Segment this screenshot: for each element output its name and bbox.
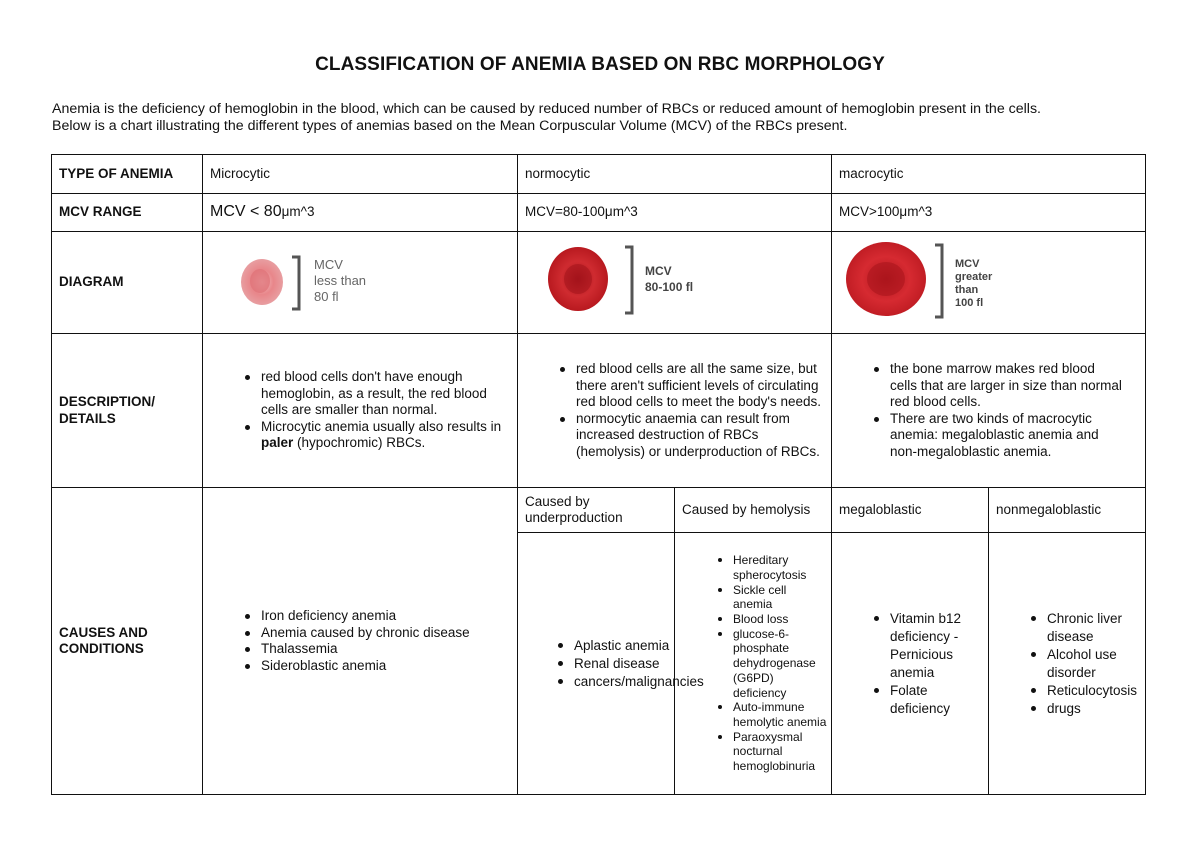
- label-diagram: DIAGRAM: [52, 232, 203, 334]
- row-description: [52, 334, 1146, 488]
- label-description: [52, 334, 203, 488]
- causes-hemolysis-list: [711, 553, 827, 774]
- list-item: Aplastic anemia: [574, 637, 670, 653]
- diagram-macro-line3: than: [955, 283, 979, 296]
- diagram-micro-line2: less than: [314, 272, 367, 288]
- subhead-underproduction: Caused by underproduction: [518, 488, 675, 533]
- diagram-microcytic: [203, 232, 518, 334]
- diagram-micro-line1: MCV: [314, 256, 343, 272]
- list-item: the bone marrow makes red blood cells that are larger in size than normal red blood cells.: [890, 361, 1125, 411]
- list-item: Reticulocytosis: [1047, 682, 1138, 698]
- row-mcv: [52, 194, 1146, 232]
- causes-underproduction: [518, 533, 704, 795]
- label-causes-line1: CAUSES AND: [59, 624, 148, 640]
- bracket-icon: [935, 245, 942, 317]
- page-title: CLASSIFICATION OF ANEMIA BASED ON RBC MORPHOLOGY: [315, 54, 885, 75]
- subhead-hemolysis: Caused by hemolysis: [675, 488, 832, 533]
- list-item: Iron deficiency anemia: [261, 608, 510, 625]
- mcv-normocytic: MCV=80-100μm^3: [518, 194, 832, 232]
- label-causes-line2: CONDITIONS: [59, 641, 144, 656]
- list-item: Sickle cell anemia: [733, 583, 827, 612]
- diagram-normocytic: [518, 232, 832, 334]
- list-item: cancers/malignancies: [574, 673, 704, 689]
- causes-underproduction-list: [552, 637, 704, 691]
- diagram-macro-line4: 100 fl: [955, 296, 984, 309]
- subhead-nonmegaloblastic: nonmegaloblastic: [989, 488, 1146, 533]
- list-item: Anemia caused by chronic disease: [261, 625, 510, 642]
- causes-hemolysis: [675, 533, 832, 795]
- mcv-micro-unit: μm^3: [281, 204, 315, 220]
- list-item: normocytic anaemia can result from increased destruction of RBCs (hemolysis) or underproduction of RBCs.: [576, 411, 823, 461]
- diagram-macro-line1: MCV: [955, 257, 980, 270]
- list-item: Renal disease: [574, 655, 670, 673]
- description-normocytic: [518, 334, 832, 488]
- list-item: Hereditary spherocytosis: [733, 553, 827, 582]
- intro-paragraph: [52, 101, 1162, 135]
- subhead-megaloblastic: megaloblastic: [832, 488, 989, 533]
- list-item: Blood loss: [733, 612, 827, 627]
- list-item: Paraoxysmal nocturnal hemoglobinuria: [733, 730, 827, 774]
- list-item: Auto-immune hemolytic anemia: [733, 700, 827, 729]
- mcv-micro-main: MCV < 80: [210, 203, 282, 221]
- mcv-macrocytic: MCV>100μm^3: [832, 194, 1146, 232]
- diagram-macrocytic: [832, 232, 1146, 334]
- row-type: [52, 155, 1146, 194]
- macrocytic-cell-figure: [839, 235, 1139, 331]
- label-mcv: MCV RANGE: [52, 194, 203, 232]
- description-microcytic: [203, 334, 518, 488]
- causes-megaloblastic: [832, 533, 989, 795]
- bracket-icon: [292, 257, 299, 309]
- list-item: glucose-6-phosphate dehydrogenase (G6PD) deficiency: [733, 627, 827, 701]
- microcytic-cell-figure: [210, 235, 510, 331]
- description-macro-list: [868, 361, 1125, 460]
- diagram-normo-line2: 80-100 fl: [645, 279, 694, 294]
- intro-line-1: Anemia is the deficiency of hemoglobin in the blood, which can be caused by reduced number of RBCs or reduced amount of hemoglobin present in the cells.: [52, 101, 1041, 117]
- diagram-macro-line2: greater: [955, 270, 993, 283]
- description-normo-list: [554, 361, 823, 460]
- list-item: Microcytic anemia usually also results in paler (hypochromic) RBCs.: [261, 418, 502, 451]
- label-description-line2: DETAILS: [59, 410, 116, 426]
- normocytic-cell-figure: [525, 235, 825, 331]
- label-causes: [52, 488, 203, 795]
- description-macrocytic: [832, 334, 1146, 488]
- list-item: Thalassemia: [261, 641, 510, 658]
- diagram-normo-line1: MCV: [645, 263, 672, 278]
- mcv-microcytic: [203, 194, 518, 232]
- list-item: red blood cells don't have enough hemoglobin, as a result, the red blood cells are smaller than normal.: [261, 369, 503, 419]
- label-description-line1: DESCRIPTION/: [59, 394, 156, 409]
- list-item: red blood cells are all the same size, but there aren't sufficient levels of circulating red blood cells to meet the body's needs.: [576, 361, 823, 411]
- anemia-classification-table: [51, 154, 1146, 795]
- type-macrocytic: macrocytic: [832, 155, 1146, 194]
- description-micro-list: [239, 369, 503, 452]
- causes-microcytic: [203, 488, 518, 795]
- row-diagram: [52, 232, 1146, 334]
- causes-nonmegaloblastic: [989, 533, 1146, 795]
- list-item: Vitamin b12 deficiency -Pernicious anemia: [890, 610, 980, 682]
- bracket-icon: [625, 247, 632, 313]
- row-causes-headers: [52, 488, 1146, 533]
- type-normocytic: normocytic: [518, 155, 832, 194]
- list-item: Sideroblastic anemia: [261, 658, 510, 675]
- list-item: Folate deficiency: [890, 682, 980, 718]
- list-item: Chronic liver disease: [1047, 610, 1139, 646]
- causes-nonmegaloblastic-list: [1025, 610, 1139, 718]
- intro-line-2: Below is a chart illustrating the different types of anemias based on the Mean Corpuscular Volume (MCV) of the RBCs present.: [52, 118, 848, 134]
- list-item: drugs: [1047, 700, 1139, 718]
- diagram-micro-line3: 80 fl: [314, 288, 339, 304]
- label-type: TYPE OF ANEMIA: [52, 155, 203, 194]
- list-item: There are two kinds of macrocytic anemia: megaloblastic anemia and non-megaloblastic anemia.: [890, 411, 1125, 461]
- type-microcytic: Microcytic: [203, 155, 518, 194]
- causes-micro-list: [239, 608, 510, 674]
- causes-megaloblastic-list: [868, 610, 980, 718]
- list-item: Alcohol use disorder: [1047, 646, 1139, 682]
